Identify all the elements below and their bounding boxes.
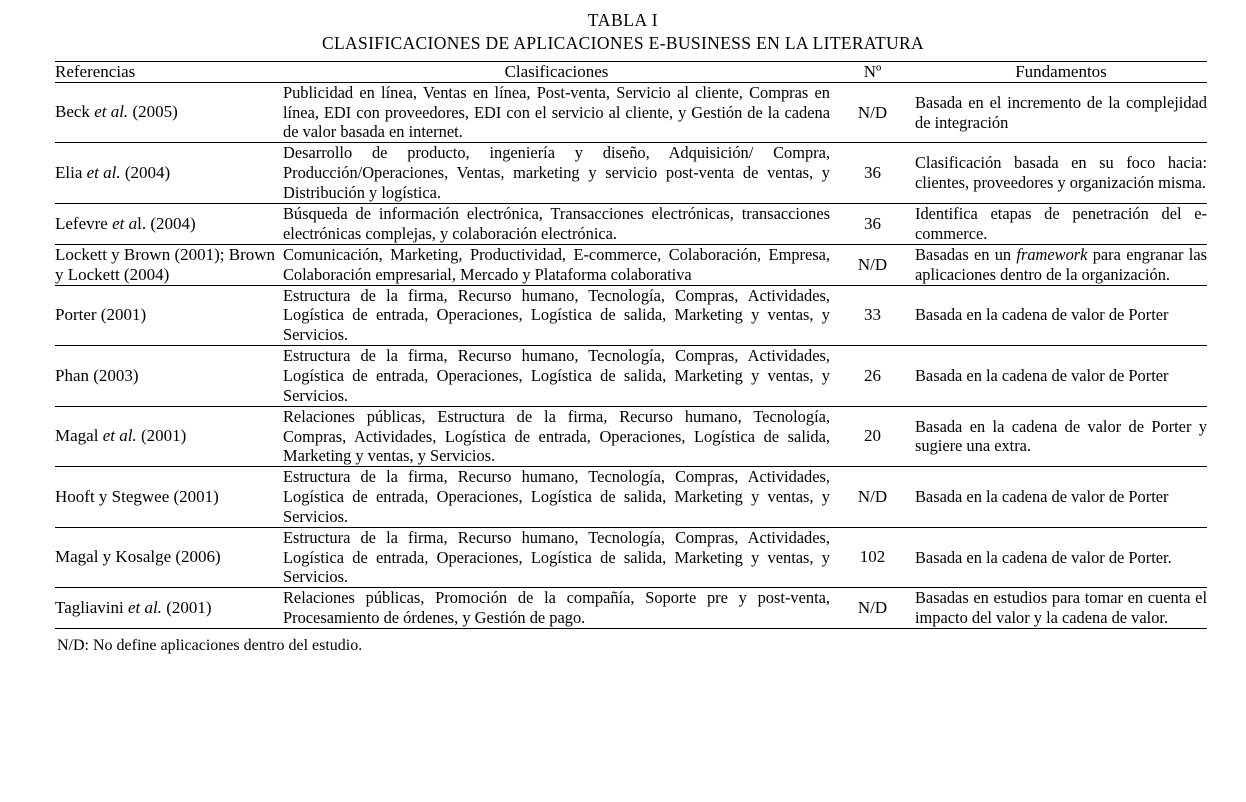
table-row [55, 588, 1207, 629]
cell-clasificaciones: Desarrollo de producto, ingeniería y diseño, Adquisición/ Compra, Producción/Operaciones, Ventas, marketing y servicio post-venta de ventas, y Distribución y logística. [283, 143, 830, 202]
table-header-row [55, 61, 1207, 82]
table-title: CLASIFICACIONES DE APLICACIONES E-BUSINESS EN LA LITERATURA [321, 32, 925, 53]
column-header-referencias: Referencias [55, 61, 283, 82]
cell-numero: 33 [830, 285, 915, 346]
referencia-author: Magal [55, 426, 103, 446]
cell-fundamentos: Basada en el incremento de la complejidad de integración [915, 92, 1207, 132]
referencia-author: Tagliavini [55, 598, 128, 618]
referencia-year: (2001) [161, 598, 212, 618]
referencia-etal: et al. [94, 102, 129, 122]
cell-clasificaciones: Relaciones públicas, Promoción de la compañía, Soporte pre y post-venta, Procesamiento de órdenes, y Gestión de pago. [283, 588, 830, 628]
cell-fundamentos: Clasificación basada en su foco hacia: clientes, proveedores y organización misma. [915, 143, 1207, 204]
cell-fundamentos: Identifica etapas de penetración del e-commerce. [915, 203, 1207, 243]
referencia-author: Porter (2001) [55, 305, 147, 325]
referencia-year: (2004) [120, 163, 171, 183]
cell-referencia [55, 143, 283, 204]
table-bottom-rule [55, 628, 1207, 629]
table-row [55, 143, 1207, 204]
cell-numero: N/D [830, 467, 915, 528]
fundamentos-text-pre: Basadas en un [915, 244, 1017, 264]
cell-numero: 36 [830, 143, 915, 204]
table-footnote: N/D: No define aplicaciones dentro del estudio. [57, 636, 363, 654]
table-number: TABLA I [587, 10, 659, 30]
referencia-year: l. (2004) [137, 213, 196, 233]
fundamentos-text-post: para engranar las aplicaciones dentro de la organización. [915, 244, 1207, 284]
column-header-fundamentos: Fundamentos [915, 61, 1207, 82]
cell-numero: N/D [830, 588, 915, 629]
cell-numero: 102 [830, 527, 915, 588]
referencia-author: Lefevre [55, 213, 113, 233]
table-row [55, 467, 1207, 528]
table-row [55, 244, 1207, 285]
cell-numero: N/D [857, 102, 888, 122]
referencia-etal: et al. [102, 426, 137, 446]
cell-referencia [55, 203, 283, 244]
cell-clasificaciones: Estructura de la firma, Recurso humano, Tecnología, Compras, Actividades, Logística de entrada, Operaciones, Logística de salida, Marketing y ventas, y Servicios. [283, 285, 830, 345]
table-row [55, 203, 1207, 244]
cell-clasificaciones: Búsqueda de información electrónica, Transacciones electrónicas, transacciones electrónicas complejas, y colaboración electrónica. [283, 203, 830, 243]
cell-numero: 26 [830, 346, 915, 407]
cell-clasificaciones: Estructura de la firma, Recurso humano, Tecnología, Compras, Actividades, Logística de entrada, Operaciones, Logística de salida, Marketing y ventas, y Servicios. [283, 467, 830, 526]
referencia-author: Elia [55, 163, 87, 183]
cell-numero: 36 [830, 203, 915, 244]
classification-table [55, 61, 1207, 629]
cell-referencia [55, 244, 283, 285]
cell-numero: N/D [830, 244, 915, 285]
referencia-author: Magal y Kosalge (2006) [55, 547, 221, 567]
cell-fundamentos: Basadas en estudios para tomar en cuenta el impacto del valor y la cadena de valor. [915, 588, 1207, 628]
cell-fundamentos: Basada en la cadena de valor de Porter [915, 467, 1207, 528]
cell-referencia [55, 527, 283, 588]
cell-clasificaciones: Publicidad en línea, Ventas en línea, Post-venta, Servicio al cliente, Compras en línea, EDI con proveedores, EDI con el servicio al cliente, y Gestión de la cadena de valor basada en internet. [283, 82, 830, 142]
cell-referencia [55, 406, 283, 467]
cell-referencia [55, 285, 283, 346]
referencia-year: (2005) [128, 102, 178, 122]
cell-clasificaciones: Relaciones públicas, Estructura de la firma, Recurso humano, Tecnología, Compras, Actividades, Logística de entrada, Operaciones, Logística de salida, Marketing y ventas, y Servicios. [283, 406, 830, 466]
cell-clasificaciones: Estructura de la firma, Recurso humano, Tecnología, Compras, Actividades, Logística de entrada, Operaciones, Logística de salida, Marketing y ventas, y Servicios. [283, 346, 830, 405]
referencia-year: (2001) [136, 426, 187, 446]
referencia-author: Hooft y Stegwee (2001) [55, 486, 219, 506]
table-caption [40, 10, 1206, 55]
cell-referencia [55, 588, 283, 629]
cell-fundamentos: Basada en la cadena de valor de Porter. [915, 527, 1207, 588]
referencia-author: Beck [55, 102, 95, 122]
referencia-etal: et a [112, 213, 138, 233]
column-header-numero: Nº [830, 61, 915, 82]
cell-clasificaciones: Estructura de la firma, Recurso humano, Tecnología, Compras, Actividades, Logística de entrada, Operaciones, Logística de salida, Marketing y ventas, y Servicios. [283, 527, 830, 587]
cell-referencia [55, 346, 283, 407]
table-row [55, 82, 1207, 143]
cell-referencia [55, 82, 283, 143]
referencia-etal: et al. [86, 163, 121, 183]
table-body [55, 82, 1207, 628]
cell-fundamentos: Basada en la cadena de valor de Porter [915, 346, 1207, 407]
table-row [55, 527, 1207, 588]
fundamentos-emphasis: framework [1016, 244, 1088, 264]
cell-clasificaciones: Comunicación, Marketing, Productividad, E-commerce, Colaboración, Empresa, Colaboración empresarial, Mercado y Plataforma colaborativa [283, 244, 830, 284]
cell-numero: 20 [830, 406, 915, 467]
cell-fundamentos: Basada en la cadena de valor de Porter y sugiere una extra. [915, 406, 1207, 467]
referencia-author: Phan (2003) [55, 365, 139, 385]
table-row [55, 285, 1207, 346]
referencia-author: Lockett y Brown (2001); Brown y Lockett (2004) [55, 244, 276, 284]
table-row [55, 406, 1207, 467]
table-row [55, 346, 1207, 407]
referencia-etal: et al. [127, 598, 162, 618]
cell-referencia [55, 467, 283, 528]
column-header-clasificaciones: Clasificaciones [283, 61, 830, 82]
cell-fundamentos: Basada en la cadena de valor de Porter [915, 285, 1207, 346]
cell-fundamentos [915, 244, 1207, 285]
